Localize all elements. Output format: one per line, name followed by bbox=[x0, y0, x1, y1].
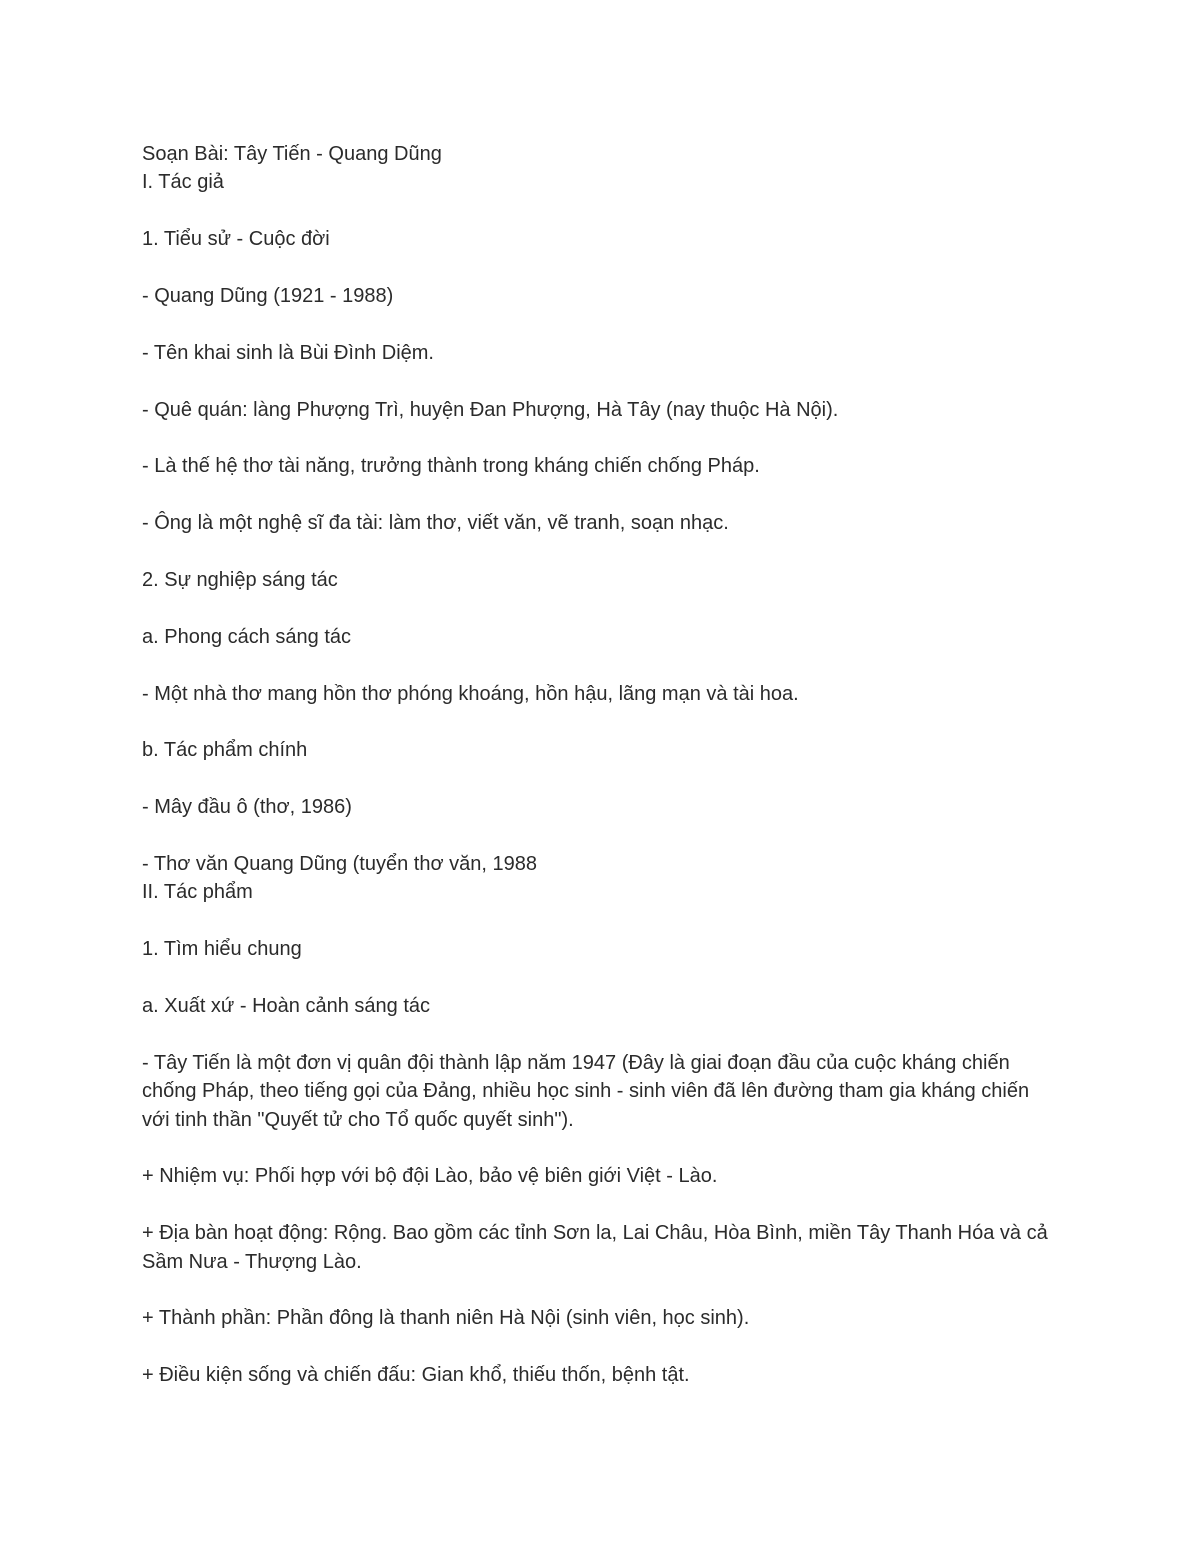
blank-line bbox=[142, 907, 1052, 935]
blank-line bbox=[142, 1276, 1052, 1304]
blank-line bbox=[142, 1020, 1052, 1048]
text-line: + Điều kiện sống và chiến đấu: Gian khổ, thiếu thốn, bệnh tật. bbox=[142, 1364, 690, 1387]
blank-line bbox=[142, 964, 1052, 992]
blank-line bbox=[142, 765, 1052, 793]
blank-line bbox=[142, 310, 1052, 338]
text-line: - Tên khai sinh là Bùi Đình Diệm. bbox=[142, 341, 434, 364]
blank-line bbox=[142, 481, 1052, 509]
text-line: - Một nhà thơ mang hồn thơ phóng khoáng, hồn hậu, lãng mạn và tài hoa. bbox=[142, 682, 799, 705]
blank-line bbox=[142, 254, 1052, 282]
document-title: Soạn Bài: Tây Tiến - Quang Dũng bbox=[142, 143, 442, 165]
blank-line bbox=[142, 651, 1052, 679]
document-body bbox=[142, 140, 1052, 1390]
text-line: II. Tác phẩm bbox=[142, 881, 253, 904]
text-line: b. Tác phẩm chính bbox=[142, 739, 308, 762]
blank-line bbox=[142, 822, 1052, 850]
text-line: - Mây đầu ô (thơ, 1986) bbox=[142, 796, 352, 819]
text-line: + Thành phần: Phần đông là thanh niên Hà Nội (sinh viên, học sinh). bbox=[142, 1307, 750, 1330]
blank-line bbox=[142, 367, 1052, 395]
blank-line bbox=[142, 424, 1052, 452]
text-line: 2. Sự nghiệp sáng tác bbox=[142, 568, 338, 591]
blank-line bbox=[142, 594, 1052, 622]
blank-line bbox=[142, 538, 1052, 566]
text-line: - Là thế hệ thơ tài năng, trưởng thành trong kháng chiến chống Pháp. bbox=[142, 455, 760, 478]
blank-line bbox=[142, 1134, 1052, 1162]
text-line: + Địa bàn hoạt động: Rộng. Bao gồm các tỉnh Sơn la, Lai Châu, Hòa Bình, miền Tây Thanh Hóa và cả Sầm Nưa - Thượng Lào. bbox=[142, 1222, 1048, 1273]
text-line: - Ông là một nghệ sĩ đa tài: làm thơ, viết văn, vẽ tranh, soạn nhạc. bbox=[142, 512, 729, 535]
blank-line bbox=[142, 197, 1052, 225]
text-line: + Nhiệm vụ: Phối hợp với bộ đội Lào, bảo vệ biên giới Việt - Lào. bbox=[142, 1165, 718, 1188]
blank-line bbox=[142, 708, 1052, 736]
text-line: 1. Tiểu sử - Cuộc đời bbox=[142, 228, 330, 251]
text-line: a. Phong cách sáng tác bbox=[142, 625, 352, 648]
text-line: I. Tác giả bbox=[142, 171, 224, 194]
text-line: - Tây Tiến là một đơn vị quân đội thành lập năm 1947 (Đây là giai đoạn đầu của cuộc kháng chiến chống Pháp, theo tiếng gọi của Đảng, nhiều học sinh - sinh viên đã lên đường tham gia kháng chiến với tinh thần "Quyết tử cho Tổ quốc quyết sinh"). bbox=[142, 1051, 1030, 1131]
blank-line bbox=[142, 1191, 1052, 1219]
text-line: 1. Tìm hiểu chung bbox=[142, 938, 302, 961]
text-line: a. Xuất xứ - Hoàn cảnh sáng tác bbox=[142, 994, 430, 1017]
text-line: - Quê quán: làng Phượng Trì, huyện Đan Phượng, Hà Tây (nay thuộc Hà Nội). bbox=[142, 398, 839, 421]
text-line: - Quang Dũng (1921 - 1988) bbox=[142, 285, 394, 307]
document-lines bbox=[142, 168, 1052, 1389]
blank-line bbox=[142, 1333, 1052, 1361]
text-line: - Thơ văn Quang Dũng (tuyển thơ văn, 1988 bbox=[142, 852, 537, 875]
